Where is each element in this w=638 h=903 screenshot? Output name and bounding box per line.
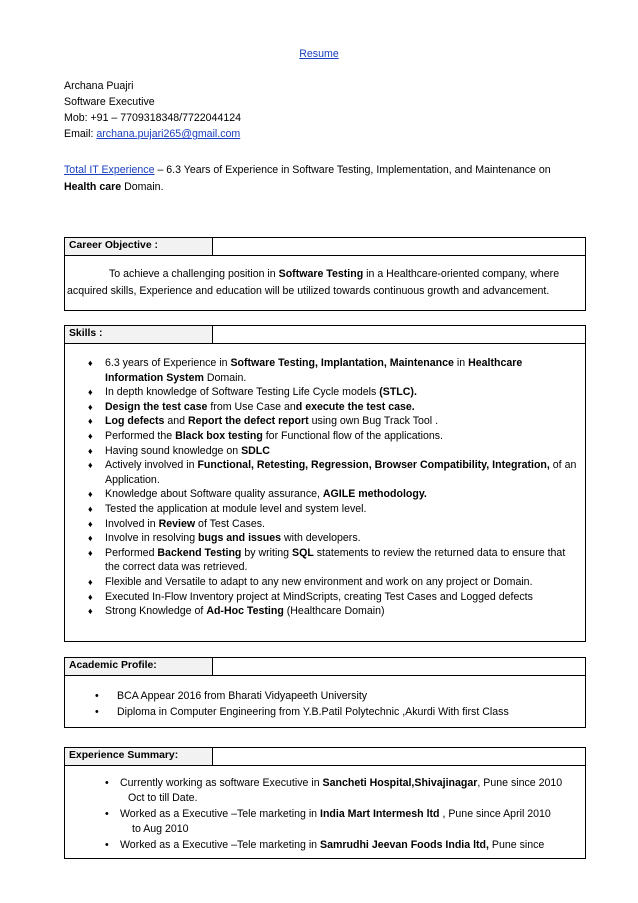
diamond-bullet-icon: ♦: [88, 430, 93, 441]
skill-text: from Use Case an: [207, 400, 296, 413]
academic-item: [65, 704, 581, 720]
skill-text: Having sound knowledge on: [105, 444, 242, 457]
contact-block: [64, 79, 241, 143]
experience-text: Currently working as software Executive in: [120, 777, 323, 789]
experience-text: , Pune since 2010: [477, 777, 563, 789]
skill-item: [65, 458, 579, 487]
bullet-icon: •: [105, 838, 109, 851]
experience-company: Sancheti Hospital,Shivajinagar: [322, 777, 478, 789]
header-filler: [213, 658, 585, 675]
header-filler: [213, 326, 585, 343]
career-text-1: To achieve a challenging position in: [109, 268, 279, 280]
skill-text: Domain.: [203, 371, 247, 384]
skill-bold-text: Backend Testing: [157, 546, 242, 559]
skill-text: 6.3 years of Experience in: [105, 357, 231, 369]
bullet-icon: •: [95, 690, 99, 702]
skill-bold-text: Healthcare Information System: [105, 357, 523, 384]
skill-text: Actively involved in: [105, 459, 198, 472]
skill-item: [65, 356, 579, 385]
bullet-icon: •: [95, 706, 99, 718]
diamond-bullet-icon: ♦: [88, 518, 93, 529]
skill-text: with developers.: [281, 532, 361, 545]
diamond-bullet-icon: ♦: [88, 489, 93, 500]
academic-text: Diploma in Computer Engineering from Y.B.Patil Polytechnic ,Akurdi With first Class: [117, 706, 509, 718]
candidate-name: Archana Puajri: [64, 80, 134, 92]
skills-header: [65, 326, 585, 344]
email-link[interactable]: archana.pujari265@gmail.com: [96, 128, 241, 140]
skill-bold-text: Ad-Hoc Testing: [206, 605, 284, 618]
skill-bold-text: Black box testing: [175, 429, 263, 442]
experience-text: , Pune since April 2010: [439, 807, 551, 820]
skill-text: Strong Knowledge of: [105, 605, 207, 618]
skills-list: [65, 344, 585, 619]
skill-text: In depth knowledge of Software Testing Life Cycle models: [105, 386, 380, 399]
diamond-bullet-icon: ♦: [88, 460, 93, 471]
skill-item: [65, 517, 579, 532]
diamond-bullet-icon: ♦: [88, 606, 93, 617]
diamond-bullet-icon: ♦: [88, 503, 93, 514]
skill-bold-text: AGILE methodology.: [322, 488, 427, 501]
bullet-icon: •: [105, 807, 109, 820]
experience-company: India Mart Intermesh ltd: [320, 807, 440, 820]
skill-bold-text: Log defects: [105, 415, 165, 428]
career-objective-section: [64, 237, 586, 311]
skills-heading: Skills :: [65, 326, 213, 343]
total-experience-text: – 6.3 Years of Experience in Software Testing, Implementation, and Maintenance on: [154, 164, 551, 176]
diamond-bullet-icon: ♦: [88, 547, 93, 558]
skill-text: of Test Cases.: [195, 517, 265, 530]
career-objective-text: [65, 256, 585, 300]
academic-section: [64, 657, 586, 728]
header-filler: [213, 238, 585, 255]
skill-item: [65, 487, 579, 502]
skill-bold-text: bugs and issues: [198, 532, 282, 545]
experience-item: [65, 838, 581, 853]
skills-section: [64, 325, 586, 642]
skill-bold-text: Functional, Retesting, Regression, Browser Compatibility, Integration,: [197, 459, 550, 472]
skill-bold-text: Report the defect report: [188, 415, 309, 428]
experience-company: Samrudhi Jeevan Foods India ltd,: [320, 838, 489, 851]
experience-text: Pune since: [488, 838, 545, 851]
skill-text: Performed the: [105, 429, 176, 442]
experience-item: [65, 807, 581, 838]
experience-continuation: Oct to till Date.: [128, 792, 198, 805]
skill-text: of an Application.: [105, 459, 577, 486]
career-bold: Software Testing: [278, 268, 364, 280]
skill-item: [65, 502, 579, 517]
skill-text: by writing: [241, 546, 293, 559]
skill-item: [65, 429, 579, 444]
career-text-2: in a Healthcare-oriented company, where acquired skills, Experience and education will be utilized towards continuous growth and advancement.: [67, 268, 560, 297]
bullet-icon: •: [105, 777, 109, 789]
experience-header: [65, 748, 585, 766]
skill-text: (Healthcare Domain): [283, 605, 385, 618]
diamond-bullet-icon: ♦: [88, 387, 93, 398]
diamond-bullet-icon: ♦: [88, 445, 93, 456]
experience-text: Worked as a Executive –Tele marketing in: [120, 807, 321, 820]
diamond-bullet-icon: ♦: [88, 416, 93, 427]
academic-text: BCA Appear 2016 from Bharati Vidyapeeth University: [117, 690, 368, 702]
academic-list: [65, 676, 585, 720]
skill-bold-text: Software Testing, Implantation, Maintenance: [230, 357, 454, 369]
email-line: [64, 127, 241, 143]
mobile-number: Mob: +91 – 7709318348/7722044124: [64, 112, 242, 124]
diamond-bullet-icon: ♦: [88, 591, 93, 602]
skill-text: Executed In-Flow Inventory project at MindScripts, creating Test Cases and Logged defects: [105, 590, 533, 603]
skill-bold-text: SDLC: [241, 444, 270, 457]
diamond-bullet-icon: ♦: [88, 401, 93, 412]
experience-section: [64, 747, 586, 859]
candidate-position: Software Executive: [64, 96, 155, 108]
skill-item: [65, 444, 579, 459]
diamond-bullet-icon: ♦: [88, 358, 93, 368]
skill-text: Tested the application at module level and system level.: [105, 502, 367, 515]
skill-text: Performed: [105, 546, 158, 559]
total-experience-bold: Health care: [64, 181, 122, 193]
academic-heading: Academic Profile:: [65, 658, 213, 675]
total-experience: [64, 162, 584, 196]
skill-bold-text: SQL: [292, 546, 314, 559]
academic-header: [65, 658, 585, 676]
skill-bold-text: Review: [158, 517, 196, 530]
skill-item: [65, 575, 579, 590]
skill-text: and: [164, 415, 189, 428]
indent: [67, 268, 109, 280]
email-label: Email:: [64, 128, 97, 140]
academic-item: [65, 688, 581, 704]
total-experience-link[interactable]: Total IT Experience: [64, 164, 155, 176]
skill-text: statements to review the returned data to ensure that the correct data was retrieved.: [105, 546, 566, 574]
skill-text: Flexible and Versatile to adapt to any new environment and work on any project or Domain.: [105, 575, 533, 588]
skill-bold-text: d execute the test case.: [295, 400, 415, 413]
header-filler: [213, 748, 585, 765]
skill-bold-text: (STLC).: [379, 386, 417, 399]
total-experience-suffix: Domain.: [121, 181, 164, 193]
experience-continuation: to Aug 2010: [132, 823, 189, 836]
skill-item: [65, 604, 579, 619]
skill-item: [65, 414, 579, 429]
experience-list: [65, 766, 585, 853]
skill-item: [65, 400, 579, 415]
diamond-bullet-icon: ♦: [88, 576, 93, 587]
skill-item: [65, 385, 579, 400]
skill-text: in: [453, 357, 469, 369]
skill-text: for Functional flow of the applications.: [262, 429, 443, 442]
skill-item: [65, 590, 579, 605]
experience-text: Worked as a Executive –Tele marketing in: [120, 838, 321, 851]
career-objective-heading: Career Objective :: [65, 238, 213, 255]
career-objective-header: [65, 238, 585, 256]
skill-text: using own Bug Track Tool .: [308, 415, 439, 428]
skill-item: [65, 531, 579, 546]
resume-title[interactable]: Resume: [299, 48, 339, 60]
skill-bold-text: Design the test case: [105, 400, 208, 413]
skill-text: Involve in resolving: [105, 532, 199, 545]
skill-item: [65, 546, 579, 575]
experience-heading: Experience Summary:: [65, 748, 213, 765]
skill-text: Involved in: [105, 517, 159, 530]
experience-item: [65, 776, 581, 807]
skill-text: Knowledge about Software quality assurance,: [105, 488, 323, 501]
diamond-bullet-icon: ♦: [88, 533, 93, 544]
